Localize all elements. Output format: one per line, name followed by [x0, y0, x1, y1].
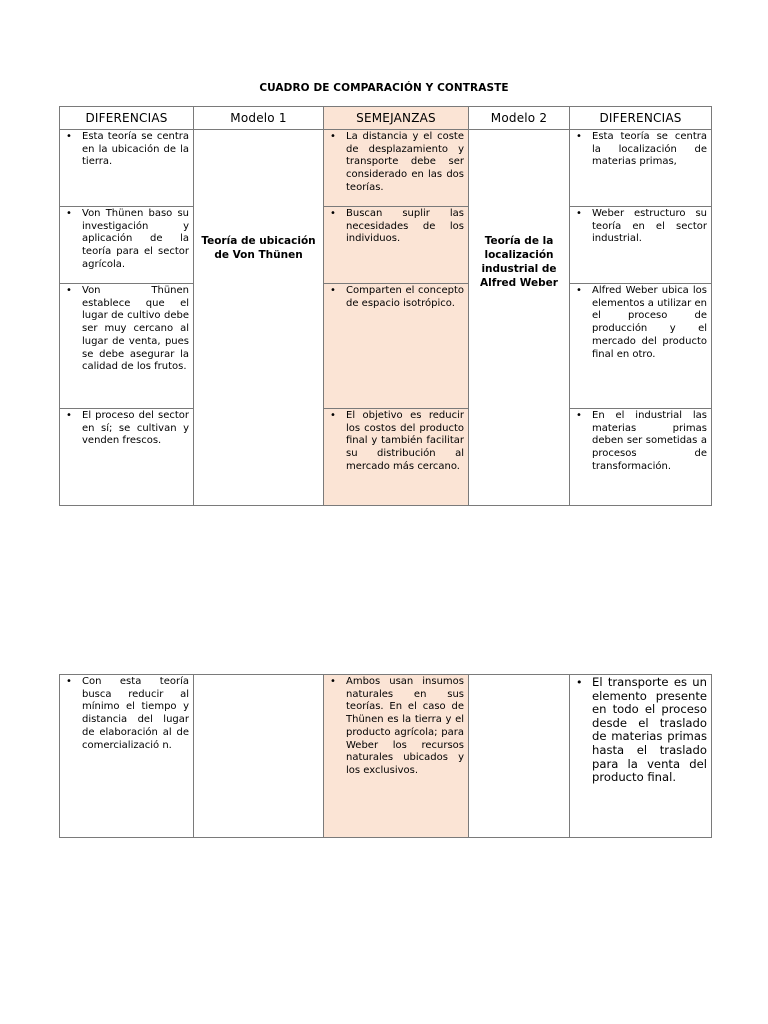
- table-header-row: [60, 107, 712, 130]
- diff-left-cell: [60, 207, 194, 284]
- list-item: • Buscan suplir las necesidades de los individuos.: [346, 208, 464, 246]
- list-item: • El transporte es un elemento presente en todo el proceso desde el traslado de materias primas hasta el traslado para la venta del producto final.: [592, 676, 707, 785]
- table-row: [60, 207, 712, 284]
- list-item: • Esta teoría se centra en la ubicación de la tierra.: [82, 131, 189, 169]
- header-diferencias-left: DIFERENCIAS: [60, 107, 194, 130]
- list-item: • Comparten el concepto de espacio isotrópico.: [346, 285, 464, 310]
- model-2-empty-cell: [469, 675, 570, 838]
- list-item: • Esta teoría se centra la localización de materias primas,: [592, 131, 707, 169]
- semejanza-cell: [324, 409, 469, 506]
- semejanza-cell: [324, 130, 469, 207]
- diff-right-cell: [570, 675, 712, 838]
- list-item: • Von Thünen establece que el lugar de cultivo debe ser muy cercano al lugar de venta, pues se debe asegurar la calidad de los frutos.: [82, 285, 189, 374]
- header-diferencias-right: DIFERENCIAS: [570, 107, 712, 130]
- diff-left-cell: [60, 409, 194, 506]
- diff-right-cell: [570, 207, 712, 284]
- diff-left-cell: [60, 675, 194, 838]
- table-row: [60, 284, 712, 409]
- diff-right-cell: [570, 130, 712, 207]
- model-2-name: Teoría de la localización industrial de Alfred Weber: [469, 130, 570, 506]
- diff-left-cell: [60, 284, 194, 409]
- comparison-table: [59, 106, 712, 506]
- document-title: CUADRO DE COMPARACIÓN Y CONTRASTE: [259, 82, 509, 94]
- header-model-2: Modelo 2: [469, 107, 570, 130]
- header-semejanzas: SEMEJANZAS: [324, 107, 469, 130]
- list-item: • Weber estructuro su teoría en el sector industrial.: [592, 208, 707, 246]
- list-item: • El proceso del sector en sí; se cultivan y venden frescos.: [82, 410, 189, 448]
- list-item: • Ambos usan insumos naturales en sus teorías. En el caso de Thünen es la tierra y el producto agrícola; para Weber los recursos naturales ubicados y los exclusivos.: [346, 676, 464, 778]
- semejanza-cell: [324, 675, 469, 838]
- semejanza-cell: [324, 207, 469, 284]
- diff-left-cell: [60, 130, 194, 207]
- model-1-name: Teoría de ubicación de Von Thünen: [194, 130, 324, 506]
- list-item: • La distancia y el coste de desplazamiento y transporte debe ser considerado en las dos teorías.: [346, 131, 464, 195]
- table-row: [60, 409, 712, 506]
- list-item: • En el industrial las materias primas deben ser sometidas a procesos de transformación.: [592, 410, 707, 474]
- table-row: [60, 675, 712, 838]
- list-item: • Von Thünen baso su investigación y aplicación de la teoría para el sector agrícola.: [82, 208, 189, 272]
- model-1-empty-cell: [194, 675, 324, 838]
- diff-right-cell: [570, 409, 712, 506]
- semejanza-cell: [324, 284, 469, 409]
- list-item: • El objetivo es reducir los costos del producto final y también facilitar su distribución al mercado más cercano.: [346, 410, 464, 474]
- diff-right-cell: [570, 284, 712, 409]
- comparison-table-continuation: [59, 674, 712, 838]
- list-item: • Alfred Weber ubica los elementos a utilizar en el proceso de producción y el mercado del producto final en otro.: [592, 285, 707, 361]
- list-item: • Con esta teoría busca reducir al mínimo el tiempo y distancia del lugar de elaboración al de comercializació n.: [82, 676, 189, 752]
- header-model-1: Modelo 1: [194, 107, 324, 130]
- table-row: [60, 130, 712, 207]
